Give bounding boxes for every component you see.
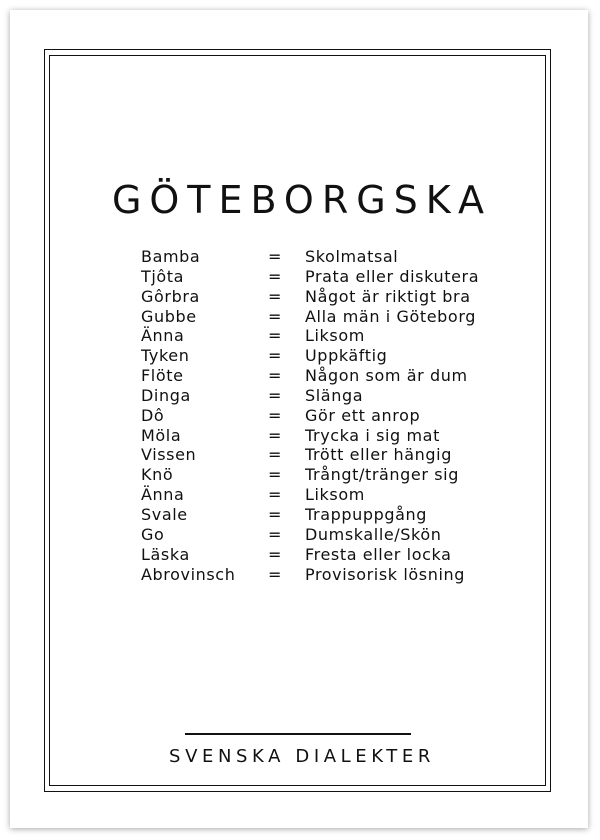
glossary-row bbox=[141, 386, 541, 406]
poster-subtitle: SVENSKA DIALEKTER bbox=[169, 746, 435, 767]
equals-sign: = bbox=[268, 544, 283, 564]
glossary-term: Läska bbox=[141, 544, 190, 564]
glossary-term: Dinga bbox=[141, 385, 191, 405]
glossary-row bbox=[141, 545, 541, 565]
equals-sign: = bbox=[268, 266, 283, 286]
glossary-meaning: Någon som är dum bbox=[305, 366, 468, 386]
divider-line bbox=[185, 733, 411, 735]
glossary-meaning: Slänga bbox=[305, 385, 364, 405]
glossary-row bbox=[141, 247, 541, 267]
equals-sign: = bbox=[268, 485, 283, 505]
glossary-term: Tjôta bbox=[141, 266, 185, 286]
equals-sign: = bbox=[268, 504, 283, 524]
glossary-row bbox=[141, 406, 541, 426]
glossary-row bbox=[141, 346, 541, 366]
glossary-meaning: Fresta eller locka bbox=[305, 544, 452, 564]
equals-sign: = bbox=[268, 247, 283, 266]
glossary-row bbox=[141, 565, 541, 585]
glossary-term: Gôrbra bbox=[141, 286, 200, 306]
glossary-term: Änna bbox=[141, 326, 185, 346]
glossary-term: Gubbe bbox=[141, 306, 197, 326]
glossary-meaning: Alla män i Göteborg bbox=[305, 306, 476, 326]
glossary-term: Knö bbox=[141, 465, 174, 485]
glossary-meaning: Dumskalle/Skön bbox=[305, 524, 442, 544]
glossary-meaning: Provisorisk lösning bbox=[305, 564, 465, 584]
glossary-meaning: Trycka i sig mat bbox=[305, 425, 440, 445]
glossary-row bbox=[141, 287, 541, 307]
glossary-row bbox=[141, 525, 541, 545]
glossary-row bbox=[141, 307, 541, 327]
glossary-term: Tyken bbox=[141, 346, 190, 366]
glossary-meaning: Gör ett anrop bbox=[305, 405, 421, 425]
equals-sign: = bbox=[268, 405, 283, 425]
equals-sign: = bbox=[268, 524, 283, 544]
glossary-term: Svale bbox=[141, 504, 188, 524]
glossary-meaning: Trångt/tränger sig bbox=[305, 465, 459, 485]
equals-sign: = bbox=[268, 286, 283, 306]
glossary-meaning: Något är riktigt bra bbox=[305, 286, 471, 306]
poster-title: GÖTEBORGSKA bbox=[111, 178, 493, 222]
glossary-row bbox=[141, 267, 541, 287]
glossary-meaning: Trött eller hängig bbox=[305, 445, 452, 465]
glossary-row bbox=[141, 445, 541, 465]
glossary-term: Go bbox=[141, 524, 165, 544]
glossary-row bbox=[141, 505, 541, 525]
glossary-row bbox=[141, 485, 541, 505]
equals-sign: = bbox=[268, 465, 283, 485]
glossary-meaning: Prata eller diskutera bbox=[305, 266, 480, 286]
equals-sign: = bbox=[268, 385, 283, 405]
glossary-term: Flöte bbox=[141, 366, 184, 386]
glossary-term: Vissen bbox=[141, 445, 197, 465]
glossary-meaning: Liksom bbox=[305, 326, 365, 346]
glossary-meaning: Liksom bbox=[305, 485, 365, 505]
glossary-meaning: Skolmatsal bbox=[305, 247, 399, 266]
glossary-meaning: Trappuppgång bbox=[305, 504, 428, 524]
glossary-row bbox=[141, 326, 541, 346]
glossary-term: Möla bbox=[141, 425, 182, 445]
glossary-meaning: Uppkäftig bbox=[305, 346, 388, 366]
glossary-row bbox=[141, 366, 541, 386]
glossary-list bbox=[141, 247, 541, 584]
equals-sign: = bbox=[268, 425, 283, 445]
equals-sign: = bbox=[268, 346, 283, 366]
glossary-term: Abrovinsch bbox=[141, 564, 236, 584]
glossary-term: Dô bbox=[141, 405, 165, 425]
glossary-term: Änna bbox=[141, 485, 185, 505]
glossary-term: Bamba bbox=[141, 247, 201, 266]
equals-sign: = bbox=[268, 366, 283, 386]
equals-sign: = bbox=[268, 564, 283, 584]
equals-sign: = bbox=[268, 326, 283, 346]
equals-sign: = bbox=[268, 445, 283, 465]
glossary-row bbox=[141, 426, 541, 446]
glossary-row bbox=[141, 465, 541, 485]
equals-sign: = bbox=[268, 306, 283, 326]
